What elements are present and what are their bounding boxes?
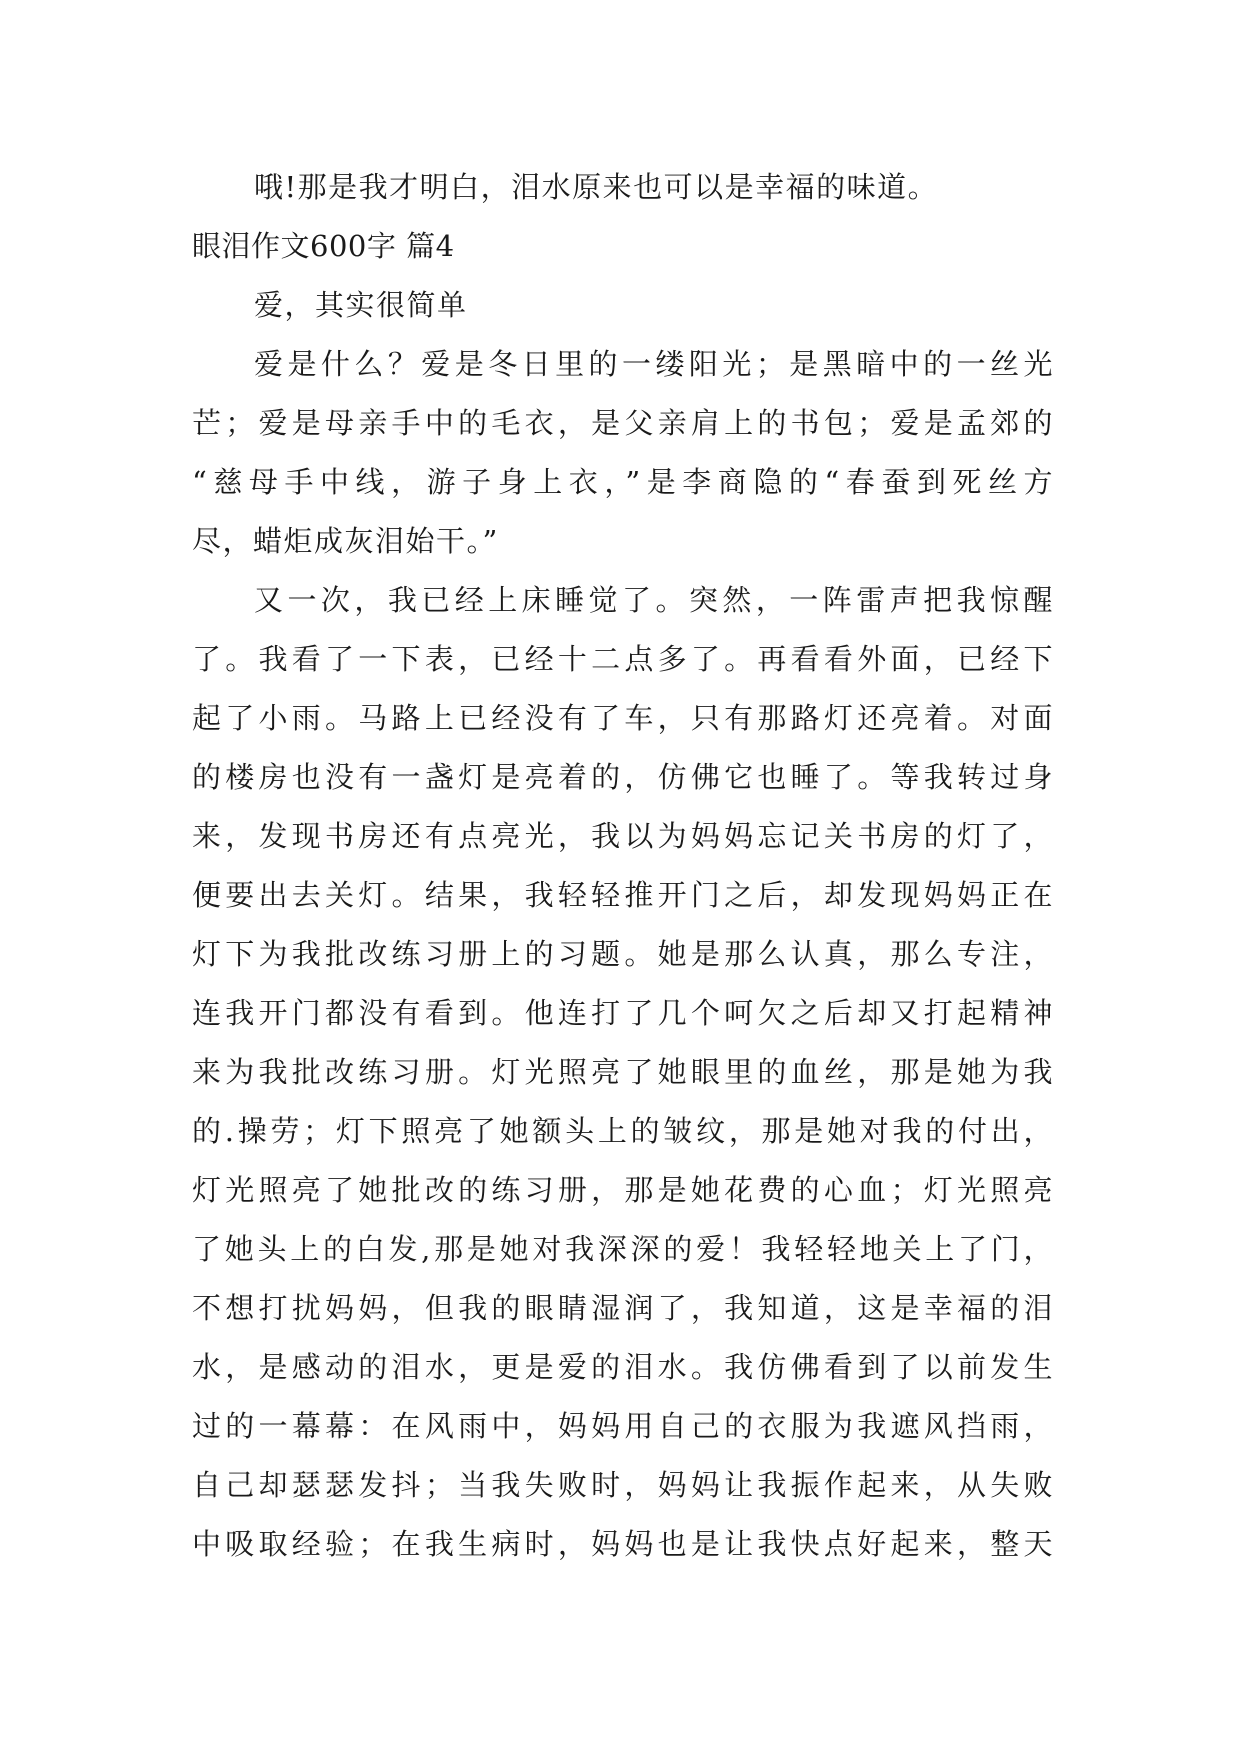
text-line: “慈母手中线，游子身上衣，”是李商隐的“春蚕到死丝方 [192, 465, 1054, 499]
text-line: 的楼房也没有一盏灯是亮着的，仿佛它也睡了。等我转过身 [192, 760, 1054, 794]
text-line: 尽，蜡炬成灰泪始干。” [192, 524, 499, 558]
text-line: 爱是什么？爱是冬日里的一缕阳光；是黑暗中的一丝光 [254, 347, 1054, 381]
essay-text [192, 158, 1054, 1574]
text-line: 来，发现书房还有点亮光，我以为妈妈忘记关书房的灯了， [192, 819, 1054, 853]
text-line: 来为我批改练习册。灯光照亮了她眼里的血丝，那是她为我 [192, 1055, 1054, 1089]
text-line: 了她头上的白发,那是她对我深深的爱！我轻轻地关上了门， [192, 1232, 1054, 1266]
text-line: 中吸取经验；在我生病时，妈妈也是让我快点好起来，整天 [192, 1527, 1054, 1561]
text-line: 哦!那是我才明白，泪水原来也可以是幸福的味道。 [254, 170, 939, 204]
text-line: 连我开门都没有看到。他连打了几个呵欠之后却又打起精神 [192, 996, 1054, 1030]
text-line: 自己却瑟瑟发抖；当我失败时，妈妈让我振作起来，从失败 [192, 1468, 1054, 1502]
text-line: 过的一幕幕：在风雨中，妈妈用自己的衣服为我遮风挡雨， [192, 1409, 1054, 1443]
text-line: 了。我看了一下表，已经十二点多了。再看看外面，已经下 [192, 642, 1054, 676]
section-heading: 眼泪作文600字 篇4 [192, 229, 455, 263]
text-line: 爱，其实很简单 [254, 288, 468, 322]
text-line: 的.操劳；灯下照亮了她额头上的皱纹，那是她对我的付出， [192, 1114, 1054, 1148]
text-line: 不想打扰妈妈，但我的眼睛湿润了，我知道，这是幸福的泪 [192, 1291, 1054, 1325]
text-line: 起了小雨。马路上已经没有了车，只有那路灯还亮着。对面 [192, 701, 1054, 735]
text-line: 芒；爱是母亲手中的毛衣，是父亲肩上的书包；爱是孟郊的 [192, 406, 1054, 440]
text-line: 又一次，我已经上床睡觉了。突然，一阵雷声把我惊醒 [254, 583, 1054, 617]
text-line: 灯光照亮了她批改的练习册，那是她花费的心血；灯光照亮 [192, 1173, 1054, 1207]
text-line: 灯下为我批改练习册上的习题。她是那么认真，那么专注， [192, 937, 1054, 971]
text-line: 便要出去关灯。结果，我轻轻推开门之后，却发现妈妈正在 [192, 878, 1054, 912]
text-line: 水，是感动的泪水，更是爱的泪水。我仿佛看到了以前发生 [192, 1350, 1054, 1384]
